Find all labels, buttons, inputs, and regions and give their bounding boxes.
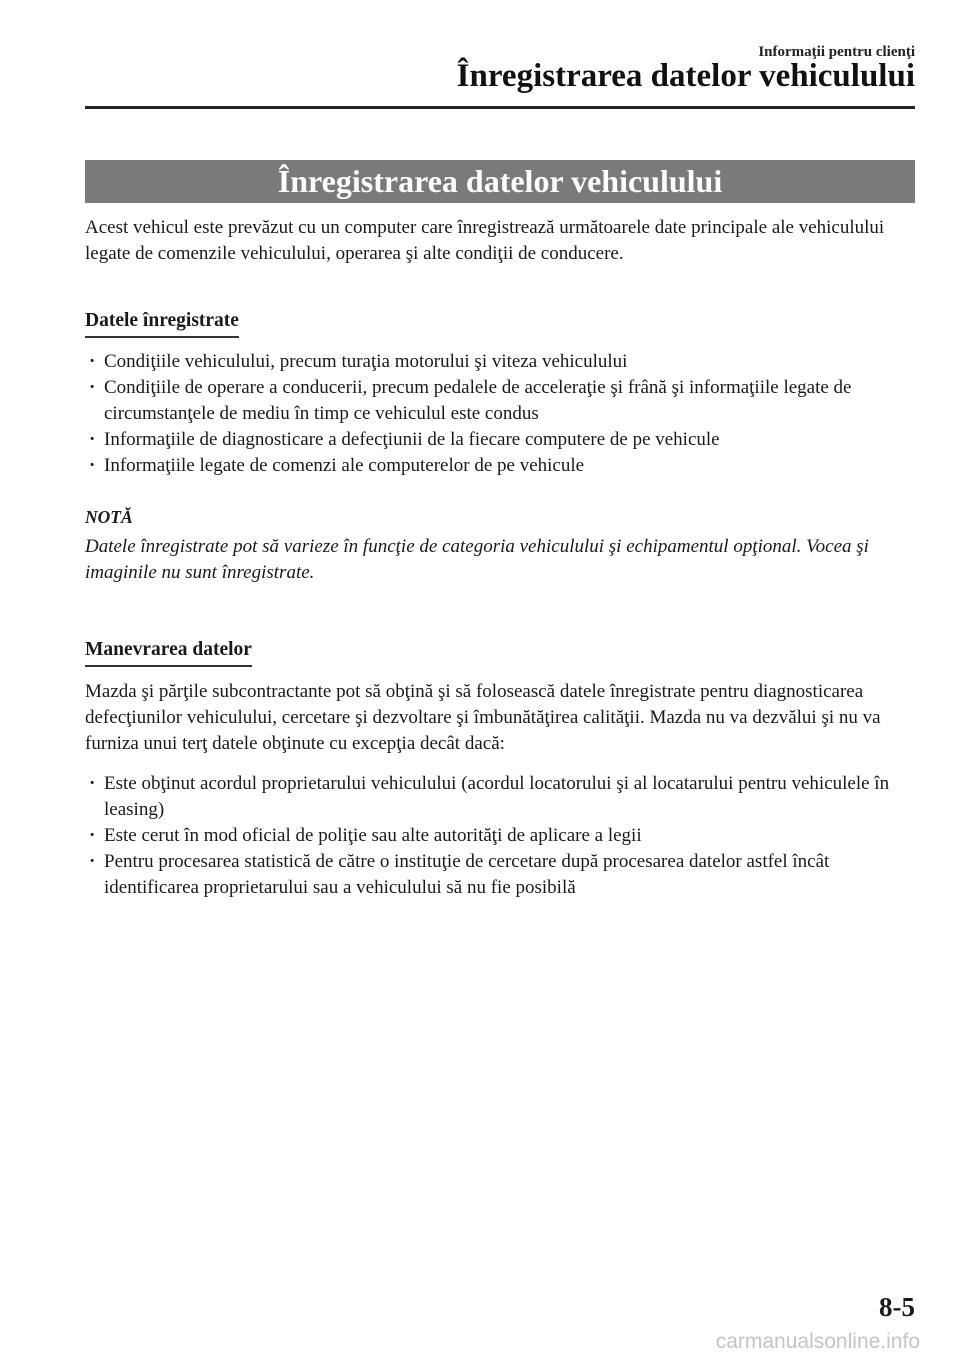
list-item: · Condiţiile vehiculului, precum turaţia motorului şi viteza vehiculului	[85, 349, 915, 375]
list-item: · Condiţiile de operare a conducerii, precum pedalele de acceleraţie şi frână şi informaţiile legate de circumstanţele de mediu în timp ce vehiculul este condus	[85, 375, 915, 427]
header-divider	[85, 106, 915, 109]
section-banner: Înregistrarea datelor vehiculului	[85, 160, 915, 203]
note-title: NOTĂ	[85, 507, 133, 527]
data-handling-heading: Manevrarea datelor	[85, 638, 252, 667]
note-text: Datele înregistrate pot să varieze în funcţie de categoria vehiculului şi echipamentul opţional. Vocea şi imaginile nu sunt înregistrate.	[85, 536, 869, 583]
list-item: · Informaţiile legate de comenzi ale computerelor de pe vehicule	[85, 453, 915, 479]
intro-paragraph: Acest vehicul este prevăzut cu un computer care înregistrează următoarele date principale ale vehiculului legate de comenzile vehiculului, operarea şi alte condiţii de conducere.	[85, 217, 885, 264]
recorded-data-list	[85, 349, 915, 479]
header-section-label: Informaţii pentru clienţi	[758, 44, 915, 60]
header-title: Înregistrarea datelor vehiculului	[456, 58, 915, 94]
list-item: · Informaţiile de diagnosticare a defecţiunii de la fiecare computere de pe vehicule	[85, 427, 915, 453]
watermark: carmanualsonline.info	[715, 1330, 920, 1353]
data-handling-list	[85, 771, 915, 901]
list-item: · Pentru procesarea statistică de către o instituţie de cercetare după procesarea datelor astfel încât identificarea proprietarului sau a vehiculului să nu fie posibilă	[85, 849, 915, 901]
page-number: 8-5	[879, 1292, 915, 1322]
recorded-data-heading: Datele înregistrate	[85, 309, 239, 338]
list-item: · Este obţinut acordul proprietarului vehiculului (acordul locatorului şi al locatarului pentru vehiculele în leasing)	[85, 771, 915, 823]
data-handling-paragraph: Mazda şi părţile subcontractante pot să obţină şi să folosească datele înregistrate pentru diagnosticarea defecţiunilor vehiculului, cercetare şi dezvoltare şi îmbunătăţirea calităţii. Mazda nu va dezvălui şi nu va furniza unui terţ datele obţinute cu excepţia decât dacă:	[85, 681, 881, 754]
list-item: · Este cerut în mod oficial de poliţie sau alte autorităţi de aplicare a legii	[85, 823, 915, 849]
